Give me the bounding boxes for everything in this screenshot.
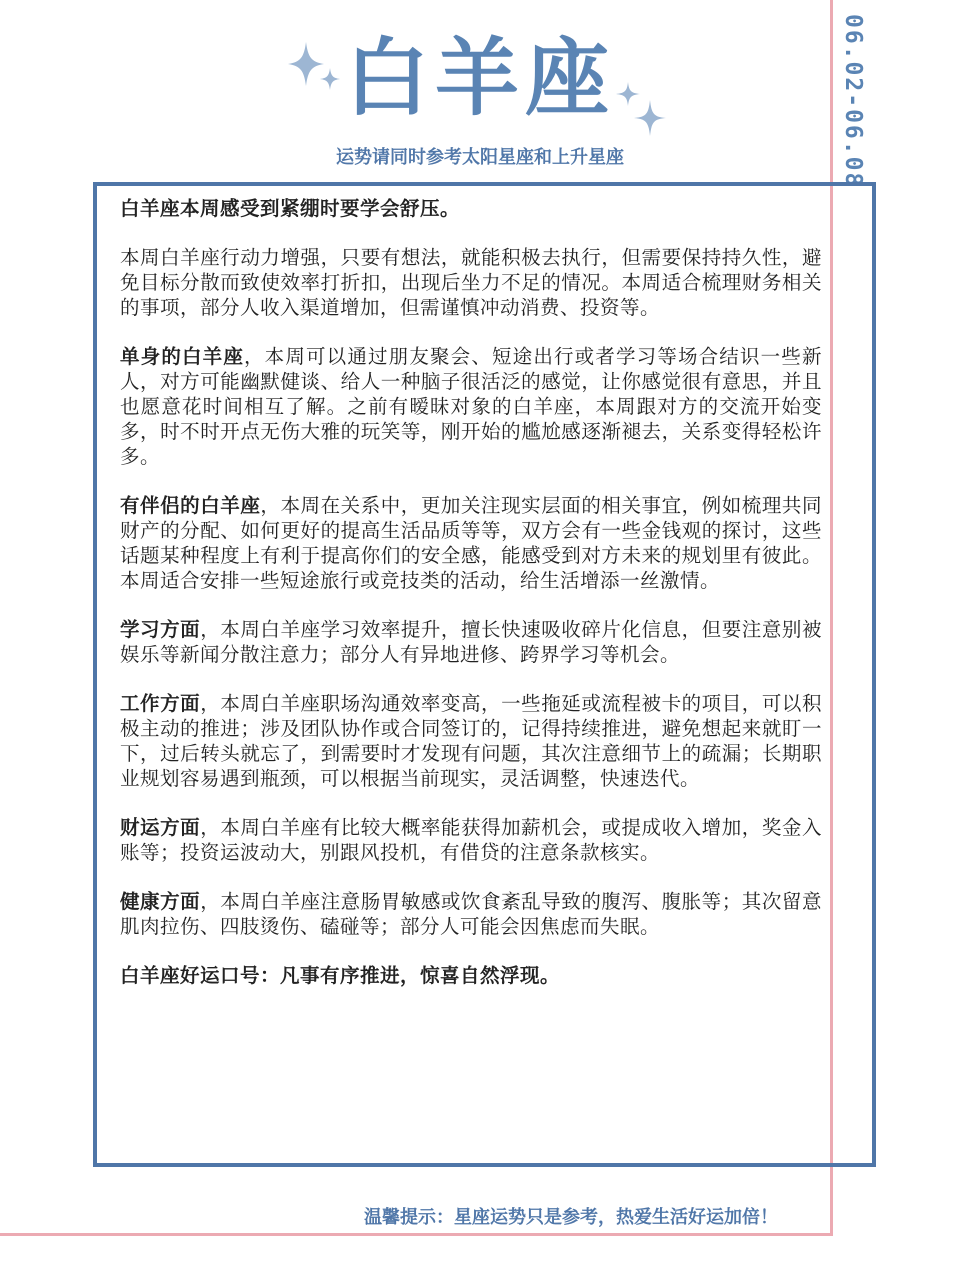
headline: 白羊座本周感受到紧绷时要学会舒压。 (120, 197, 461, 220)
date-range: 06.02-06.08 (840, 14, 866, 189)
slogan: 白羊座好运口号：凡事有序推进，惊喜自然浮现。 (120, 964, 561, 987)
pink-horizontal-line (0, 1233, 833, 1236)
section-single (120, 344, 822, 469)
section-text: ，本周白羊座有比较大概率能获得加薪机会，或提成收入增加，奖金入账等；投资运波动大，别跟风投机，有借贷的注意条款核实。 (120, 816, 822, 864)
section-study (120, 617, 822, 667)
section-label: 财运方面 (120, 816, 201, 839)
section-wealth (120, 815, 822, 865)
section-text: ，本周可以通过朋友聚会、短途出行或者学习等场合结识一些新人，对方可能幽默健谈、给人一种脑子很活泛的感觉，让你感觉很有意思，并且也愿意花时间相互了解。之前有暧昧对象的白羊座，本周跟对方的交流开始变多，时不时开点无伤大雅的玩笑等，刚开始的尴尬感逐渐褪去，关系变得轻松许多。 (120, 345, 822, 468)
section-label: 有伴侣的白羊座 (120, 494, 261, 517)
section-work (120, 691, 822, 791)
section-text: ，本周在关系中，更加关注现实层面的相关事宜，例如梳理共同财产的分配、如何更好的提高生活品质等等，双方会有一些金钱观的探讨，这些话题某种程度上有利于提高你们的安全感，能感受到对方未来的规划里有彼此。本周适合安排一些短途旅行或竞技类的活动，给生活增添一丝激情。 (120, 494, 822, 592)
section-text: ，本周白羊座学习效率提升，擅长快速吸收碎片化信息，但要注意别被娱乐等新闻分散注意力；部分人有异地进修、跨界学习等机会。 (120, 618, 822, 666)
section-label: 健康方面 (120, 890, 201, 913)
footer-tip: 温馨提示：星座运势只是参考，热爱生活好运加倍！ (364, 1207, 778, 1228)
section-health (120, 889, 822, 939)
section-couple (120, 493, 822, 593)
page-title: 白羊座 (344, 29, 615, 127)
section-label: 工作方面 (120, 692, 201, 715)
horoscope-content (120, 196, 822, 1012)
overview-paragraph: 本周白羊座行动力增强，只要有想法，就能积极去执行，但需要保持持久性，避免目标分散而致使效率打折扣，出现后坐力不足的情况。本周适合梳理财务相关的事项，部分人收入渠道增加，但需谨慎冲动消费、投资等。 (120, 246, 822, 319)
page-subtitle: 运势请同时参考太阳星座和上升星座 (336, 147, 624, 168)
section-label: 单身的白羊座 (120, 345, 244, 368)
section-label: 学习方面 (120, 618, 201, 641)
section-text: ，本周白羊座职场沟通效率变高，一些拖延或流程被卡的项目，可以积极主动的推进；涉及团队协作或合同签订的，记得持续推进，避免想起来就盯一下，过后转头就忘了，到需要时才发现有问题，其次注意细节上的疏漏；长期职业规划容易遇到瓶颈，可以根据当前现实，灵活调整，快速迭代。 (120, 692, 822, 790)
section-text: ，本周白羊座注意肠胃敏感或饮食紊乱导致的腹泻、腹胀等；其次留意肌肉拉伤、四肢烫伤、磕碰等；部分人可能会因焦虑而失眠。 (120, 890, 822, 938)
